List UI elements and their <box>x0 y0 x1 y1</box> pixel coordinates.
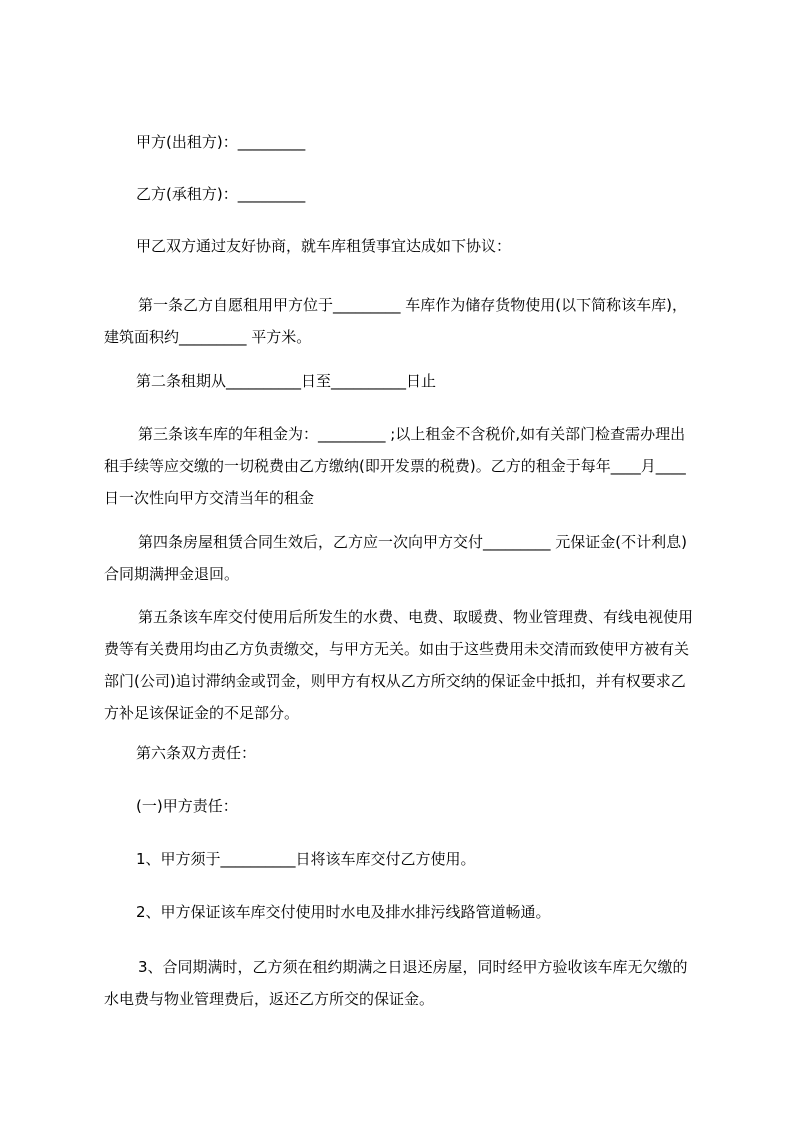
responsibility-item-1: 1、甲方须于__________日将该车库交付乙方使用。 <box>136 850 476 868</box>
party-b-line: 乙方(承租方)：_________ <box>136 185 306 203</box>
section-a-heading: (一)甲方责任： <box>136 797 238 815</box>
article-2: 第二条租期从__________日至__________日止 <box>136 372 437 390</box>
responsibility-item-2: 2、甲方保证该车库交付使用时水电及排水排污线路管道畅通。 <box>136 903 551 921</box>
article-1: 第一条乙方自愿租用甲方位于_________ 车库作为储存货物使用(以下简称该车库)，建筑面积约_________ 平方米。 <box>104 296 687 346</box>
article-4: 第四条房屋租赁合同生效后，乙方应一次向甲方交付_________ 元保证金(不计利息)合同期满押金退回。 <box>104 533 687 583</box>
party-a-line: 甲方(出租方)：_________ <box>136 133 306 151</box>
article-3: 第三条该车库的年租金为：_________ ;以上租金不含税价,如有关部门检查需办理出租手续等应交缴的一切税费由乙方缴纳(即开发票的税费)。乙方的租金于每年____月____日一次性向甲方交清当年的租金 <box>104 425 686 507</box>
responsibility-item-3: 3、合同期满时，乙方须在租约期满之日退还房屋，同时经甲方验收该车库无欠缴的水电费与物业管理费后，返还乙方所交的保证金。 <box>104 958 688 1008</box>
article-6: 第六条双方责任： <box>136 744 257 762</box>
intro-paragraph: 甲乙双方通过友好协商，就车库租赁事宜达成如下协议： <box>136 237 512 255</box>
article-5: 第五条该车库交付使用后所发生的水费、电费、取暖费、物业管理费、有线电视使用费等有关费用均由乙方负责缴交，与甲方无关。如由于这些费用未交清而致使甲方被有关部门(公司)追讨滞纳金或罚金，则甲方有权从乙方所交纳的保证金中抵扣，并有权要求乙方补足该保证金的不足部分。 <box>104 608 694 722</box>
